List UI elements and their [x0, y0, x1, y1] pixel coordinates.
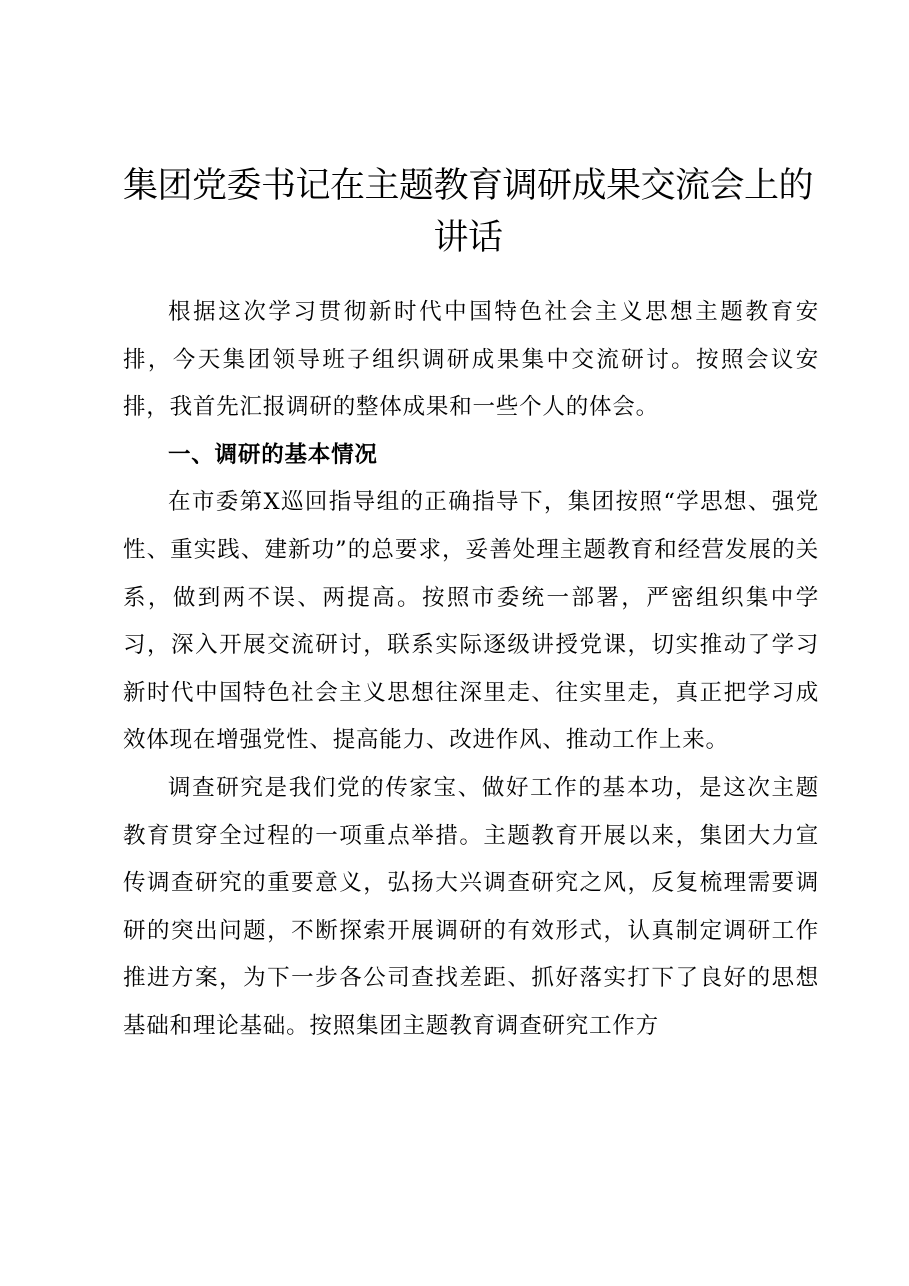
paragraph-investigation: 调查研究是我们党的传家宝、做好工作的基本功，是这次主题教育贯穿全过程的一项重点举措。主题教育开展以来，集团大力宣传调查研究的重要意义，弘扬大兴调查研究之风，反复梳理需要调研的突出问题，不断探索开展调研的有效形式，认真制定调研工作推进方案，为下一步各公司查找差距、抓好落实打下了良好的思想基础和理论基础。按照集团主题教育调查研究工作方	[123, 774, 819, 1039]
paragraph-guidance: 在市委第X巡回指导组的正确指导下，集团按照“学思想、强党性、重实践、建新功”的总要求，妥善处理主题教育和经营发展的关系，做到两不误、两提高。按照市委统一部署，严密组织集中学习，深入开展交流研讨，联系实际逐级讲授党课，切实推动了学习新时代中国特色社会主义思想往深里走、往实里走，真正把学习成效体现在增强党性、提高能力、改进作风、推动工作上来。	[123, 489, 819, 754]
document-body	[123, 289, 819, 1051]
paragraph-intro: 根据这次学习贯彻新时代中国特色社会主义思想主题教育安排，今天集团领导班子组织调研成果集中交流研讨。按照会议安排，我首先汇报调研的整体成果和一些个人的体会。	[123, 299, 819, 421]
section-heading-basic-situation: 一、调研的基本情况	[168, 441, 378, 468]
document-title: 集团党委书记在主题教育调研成果交流会上的讲话	[122, 166, 813, 258]
